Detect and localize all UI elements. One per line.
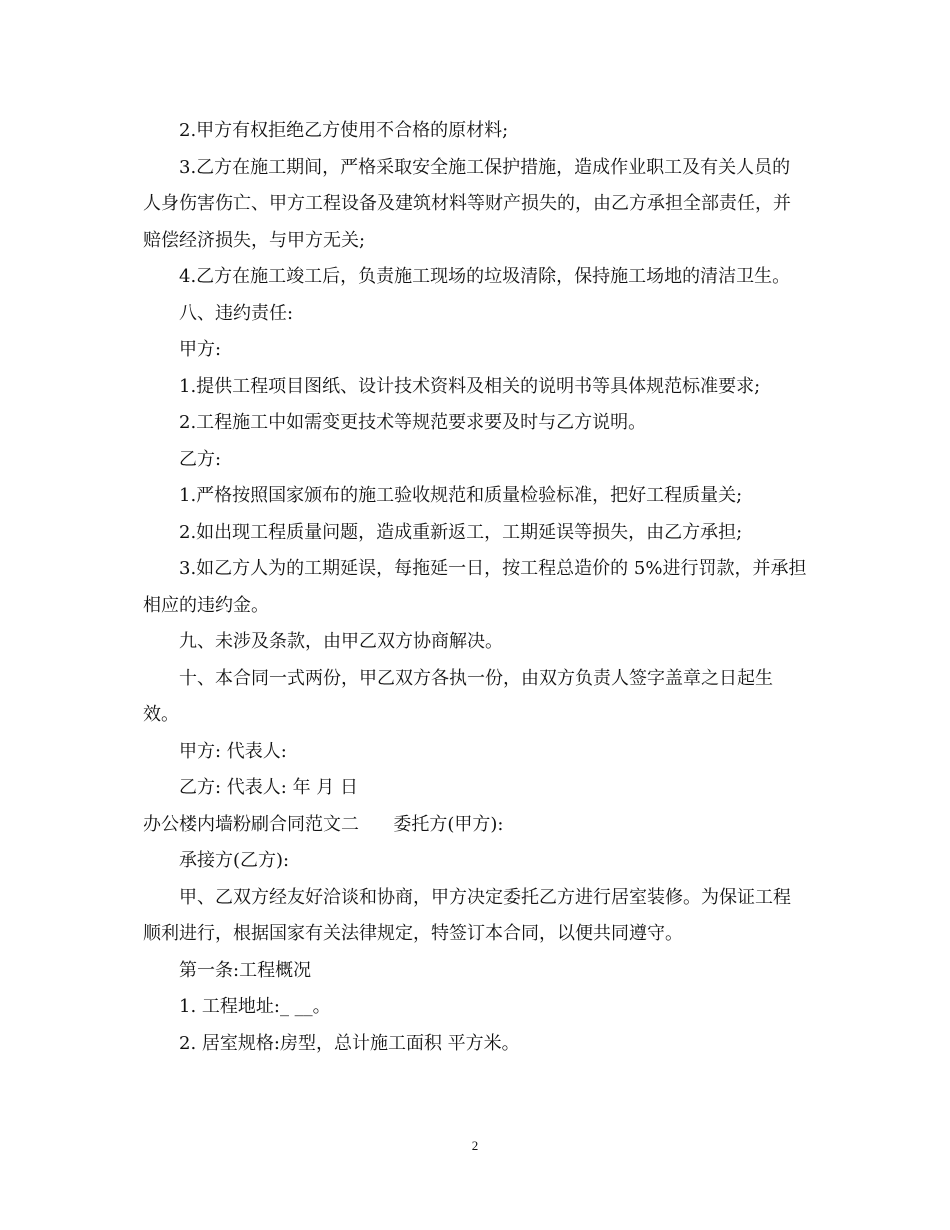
paragraph: 2.甲方有权拒绝乙方使用不合格的原材料; [179,120,509,141]
document-body [143,113,807,1062]
paragraph: 2. 居室规格:房型，总计施工面积 平方米。 [179,1032,520,1054]
signature-line: 乙方: 代表人: 年 月 日 [179,777,359,798]
page-number: 2 [471,1138,479,1153]
document-title: 办公楼内墙粉刷合同范文二 委托方(甲方): [143,813,504,835]
paragraph: 3.如乙方人为的工期延误，每拖延一日，按工程总造价的 5%进行罚款，并承担相应的违约金。 [143,558,807,616]
paragraph: 甲、乙双方经友好洽谈和协商，甲方决定委托乙方进行居室装修。为保证工程顺利进行，根据国家有关法律规定，特签订本合同，以便共同遵守。 [143,886,791,944]
signature-line: 甲方: 代表人: [179,740,287,762]
paragraph: 1.提供工程项目图纸、设计技术资料及相关的说明书等具体规范标准要求; [179,375,761,397]
section-heading: 十、本合同一式两份，甲乙双方各执一份，由双方负责人签字盖章之日起生效。 [143,667,773,725]
paragraph: 1. 工程地址:_ __。 [179,996,331,1017]
paragraph: 2.如出现工程质量问题，造成重新返工，工期延误等损失，由乙方承担; [179,521,743,543]
paragraph: 1.严格按照国家颁布的施工验收规范和质量检验标准，把好工程质量关; [179,485,743,506]
section-heading: 九、未涉及条款，由甲乙双方协商解决。 [179,631,503,652]
paragraph: 4.乙方在施工竣工后，负责施工现场的垃圾清除，保持施工场地的清洁卫生。 [179,266,791,287]
party-label: 承接方(乙方): [179,850,290,871]
party-label: 甲方: [179,339,222,360]
section-heading: 第一条:工程概况 [179,959,312,981]
paragraph: 2.工程施工中如需变更技术等规范要求要及时与乙方说明。 [179,412,647,433]
section-heading: 八、违约责任: [179,302,294,324]
party-label: 乙方: [179,448,222,470]
paragraph: 3.乙方在施工期间，严格采取安全施工保护措施，造成作业职工及有关人员的人身伤害伤亡、甲方工程设备及建筑材料等财产损失的，由乙方承担全部责任，并赔偿经济损失，与甲方无关; [143,156,791,251]
